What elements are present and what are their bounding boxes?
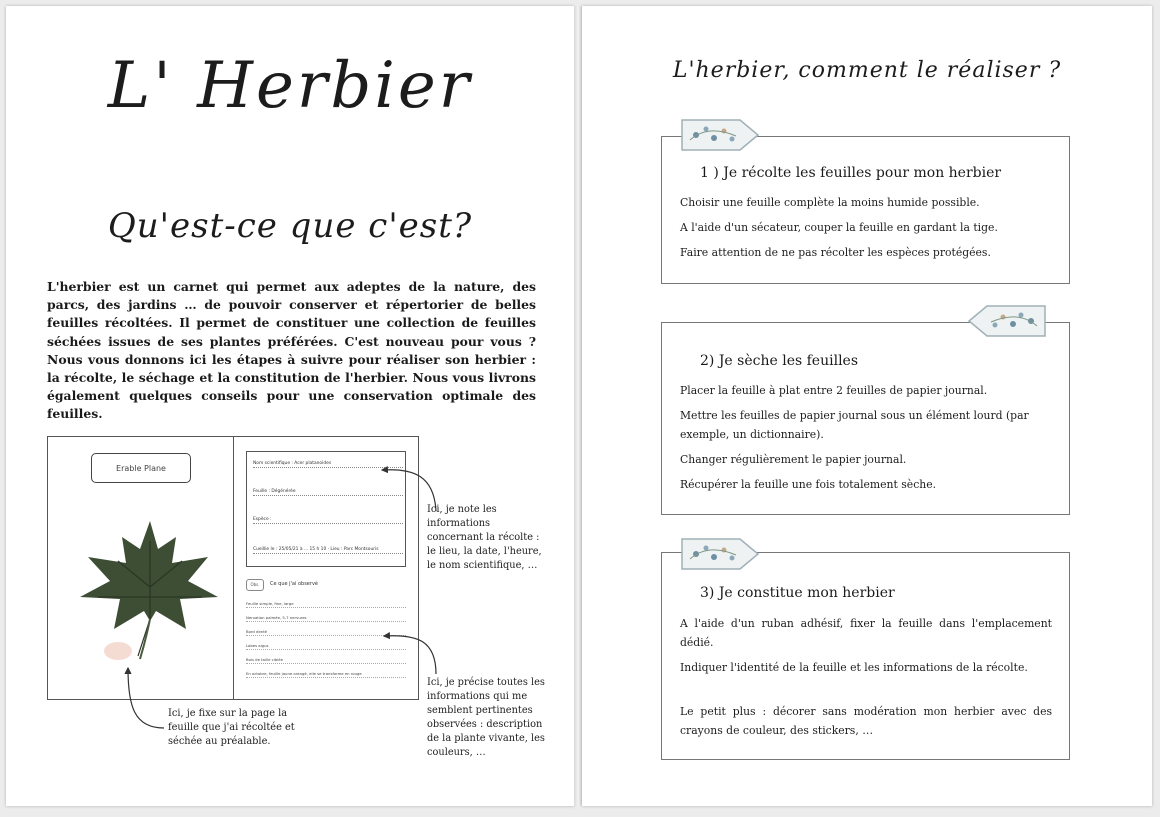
step-line: Placer la feuille à plat entre 2 feuilles de papier journal. [680, 384, 988, 397]
decorative-tag-icon [967, 302, 1049, 340]
leaf-stem [140, 619, 150, 659]
info-line: Cueillie le : 25/05/21 à ... 15 h 10 · Lieu : Parc Montsouris [253, 546, 403, 554]
info-line: Espèce : [253, 516, 403, 524]
leaf-name-label: Erable Plane [91, 453, 191, 483]
harvest-info-box [246, 451, 406, 567]
sheet-divider [233, 437, 234, 699]
info-line: Feuille : Dégénérée [253, 488, 403, 496]
observed-line: Bord denté [246, 629, 406, 636]
herbarium-sample-sheet [47, 436, 419, 700]
observed-tag: Obs. [246, 579, 264, 591]
note-harvest-info: Ici, je note les informations concernant la récolte : le lieu, la date, l'heure, le nom scientifique, … [427, 504, 542, 571]
step-title: 1 ) Je récolte les feuilles pour mon herbier [700, 165, 1002, 181]
page-title: L' Herbier [107, 49, 473, 123]
step-line: Mettre les feuilles de papier journal sous un élément lourd (par exemple, un dictionnaire). [680, 409, 1029, 441]
step-line: A l'aide d'un ruban adhésif, fixer la feuille dans l'emplacement dédié. [680, 617, 1052, 649]
step-line: Faire attention de ne pas récolter les espèces protégées. [680, 246, 991, 259]
step-line: Le petit plus : décorer sans modération mon herbier avec des crayons de couleur, des stickers, … [680, 705, 1052, 737]
step-card [661, 136, 1070, 284]
left-page [6, 6, 574, 806]
decorative-tag-icon [678, 535, 760, 573]
step-line: Indiquer l'identité de la feuille et les informations de la récolte. [680, 661, 1028, 674]
observed-line: Lobes aigus [246, 643, 406, 650]
step-line: Choisir une feuille complète la moins humide possible. [680, 196, 980, 209]
page-title: L'herbier, comment le réaliser ? [672, 58, 1062, 83]
tape-sticker [104, 642, 132, 660]
step-title: 2) Je sèche les feuilles [700, 353, 859, 369]
step-line: Changer régulièrement le papier journal. [680, 453, 907, 466]
book-binding [574, 6, 582, 806]
observed-line: Nervation palmée, 5-7 nervures [246, 615, 406, 622]
leaf-blade [80, 521, 218, 629]
right-page [582, 6, 1152, 806]
step-line: A l'aide d'un sécateur, couper la feuille en gardant la tige. [680, 221, 998, 234]
step-card [661, 322, 1070, 515]
step-line: Récupérer la feuille une fois totalement sèche. [680, 478, 937, 491]
step-card [661, 552, 1070, 760]
section-title: Qu'est-ce que c'est? [107, 206, 473, 246]
observed-title: Ce que j'ai observé [270, 581, 318, 587]
intro-paragraph: L'herbier est un carnet qui permet aux adeptes de la nature, des parcs, des jardins … de pouvoir conserver et répertorier de belles feuilles récoltées. Il permet de constituer une collection de feuilles séchées issues de ses plantes préférées. C'est nouveau pour vous ? Nous vous donnons ici les étapes à suivre pour réaliser son herbier : la récolte, le séchage et la constitution de l'herbier. Nous vous livrons également quelques conseils pour une conservation optimale des feuilles. [47, 279, 536, 422]
observed-line: Bois de taille ciblée [246, 657, 406, 664]
step-title: 3) Je constitue mon herbier [700, 585, 895, 601]
observed-line: Feuille simple, fine, large [246, 601, 406, 608]
info-line: Nom scientifique : Acer platanoides [253, 460, 403, 468]
decorative-tag-icon [678, 116, 760, 154]
note-observed-info: Ici, je précise toutes les informations qui me semblent pertinentes observées : description de la plante vivante, les couleurs, … [427, 677, 545, 758]
note-leaf: Ici, je fixe sur la page la feuille que j'ai récoltée et séchée au préalable. [168, 708, 295, 747]
maple-leaf-image [58, 501, 228, 671]
observed-line: En octobre, feuille jaune orangé, elle se transforme en rouge [246, 671, 406, 678]
